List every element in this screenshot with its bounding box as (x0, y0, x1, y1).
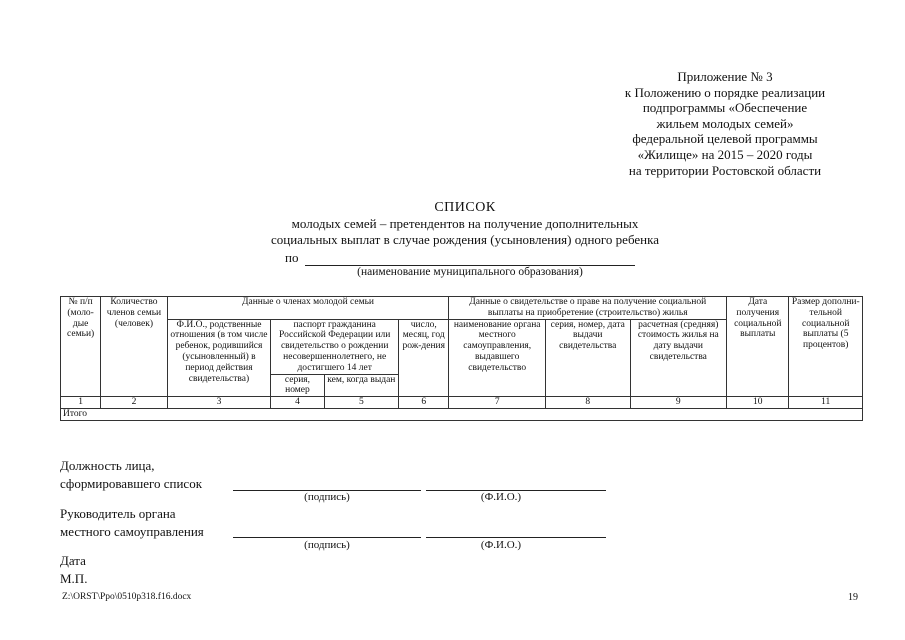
total-label: Итого (61, 409, 863, 421)
official-sign-caption: (подпись) (304, 491, 350, 503)
header-organ: наименование органа местного самоуправления, выдавшего свидетельство (449, 319, 546, 397)
header-fio: Ф.И.О., родственные отношения (в том числе ребенок, родившийся (усыновленный) в период действия свидетельства) (167, 319, 271, 397)
header-members-count: Количество членов семьи (человек) (101, 297, 167, 397)
header-certificate: Данные о свидетельстве о праве на получение социальной выплаты на приобретение (строительство) жилья (449, 297, 727, 320)
column-number: 5 (324, 397, 398, 409)
head-label-line: Руководитель органа (60, 506, 176, 521)
column-number: 6 (399, 397, 449, 409)
appendix-line: Приложение № 3 (677, 69, 773, 84)
footer-file-path: Z:\ORST\Ppo\0510p318.f16.docx (62, 592, 192, 602)
appendix-header (560, 69, 890, 178)
table-header-row (61, 297, 863, 320)
po-label: по (285, 250, 299, 265)
appendix-line: жильем молодых семей» (656, 115, 794, 131)
official-label-line: Должность лица, (60, 458, 155, 473)
official-label (60, 457, 202, 493)
appendix-line: на территории Ростовской области (628, 162, 822, 178)
column-number: 1 (61, 397, 101, 409)
column-number: 11 (789, 397, 863, 409)
column-number: 7 (449, 397, 546, 409)
title-main: СПИСОК (434, 200, 496, 215)
stamp-label: М.П. (60, 571, 88, 586)
column-number: 10 (727, 397, 789, 409)
document-title (180, 200, 750, 248)
header-birthdate: число, месяц, год рож-дения (399, 319, 449, 397)
official-label-line: сформировавшего список (60, 476, 203, 491)
municipality-caption: (наименование муниципального образования) (357, 266, 583, 278)
head-fio-caption: (Ф.И.О.) (480, 539, 522, 551)
head-label (60, 505, 204, 541)
appendix-line: подпрограммы «Обеспечение (642, 100, 808, 116)
head-signature-line (233, 537, 421, 538)
header-passport: паспорт гражданина Российской Федерации или свидетельство о рождении несовершеннолетнего, не достигшего 14 лет (271, 319, 399, 374)
column-number: 3 (167, 397, 271, 409)
header-family-data: Данные о членах молодой семьи (167, 297, 449, 320)
head-fio-line (426, 537, 606, 538)
column-number: 2 (101, 397, 167, 409)
header-cost: расчетная (средняя) стоимость жилья на дату выдачи свидетельства (630, 319, 727, 397)
column-number: 9 (630, 397, 727, 409)
page-number: 19 (848, 592, 858, 603)
head-label-line: местного самоуправления (60, 524, 204, 539)
appendix-line: «Жилище» на 2015 – 2020 годы (637, 146, 813, 162)
column-number: 8 (545, 397, 630, 409)
column-numbers-row (61, 397, 863, 409)
total-row (61, 409, 863, 421)
date-label: Дата (60, 553, 86, 568)
appendix-line: федеральной целевой программы (632, 131, 818, 147)
official-fio-caption: (Ф.И.О.) (480, 491, 522, 503)
header-issued-by: кем, когда выдан (324, 374, 398, 397)
families-table (60, 296, 863, 421)
appendix-line: к Положению о порядке реализации (624, 84, 826, 100)
header-cert-series: серия, номер, дата выдачи свидетельства (545, 319, 630, 397)
head-sign-caption: (подпись) (304, 539, 350, 551)
column-number: 4 (271, 397, 324, 409)
header-num: № п/п (моло-дые семьи) (61, 297, 101, 397)
header-series-number: серия, номер (271, 374, 324, 397)
title-line: молодых семей – претендентов на получение дополнительных (291, 216, 639, 231)
header-size: Размер дополни-тельной социальной выплаты (5 процентов) (789, 297, 863, 397)
date-stamp-block (60, 552, 87, 588)
title-line: социальных выплат в случае рождения (усыновления) одного ребенка (270, 232, 660, 247)
header-date-received: Дата получения социальной выплаты (727, 297, 789, 397)
